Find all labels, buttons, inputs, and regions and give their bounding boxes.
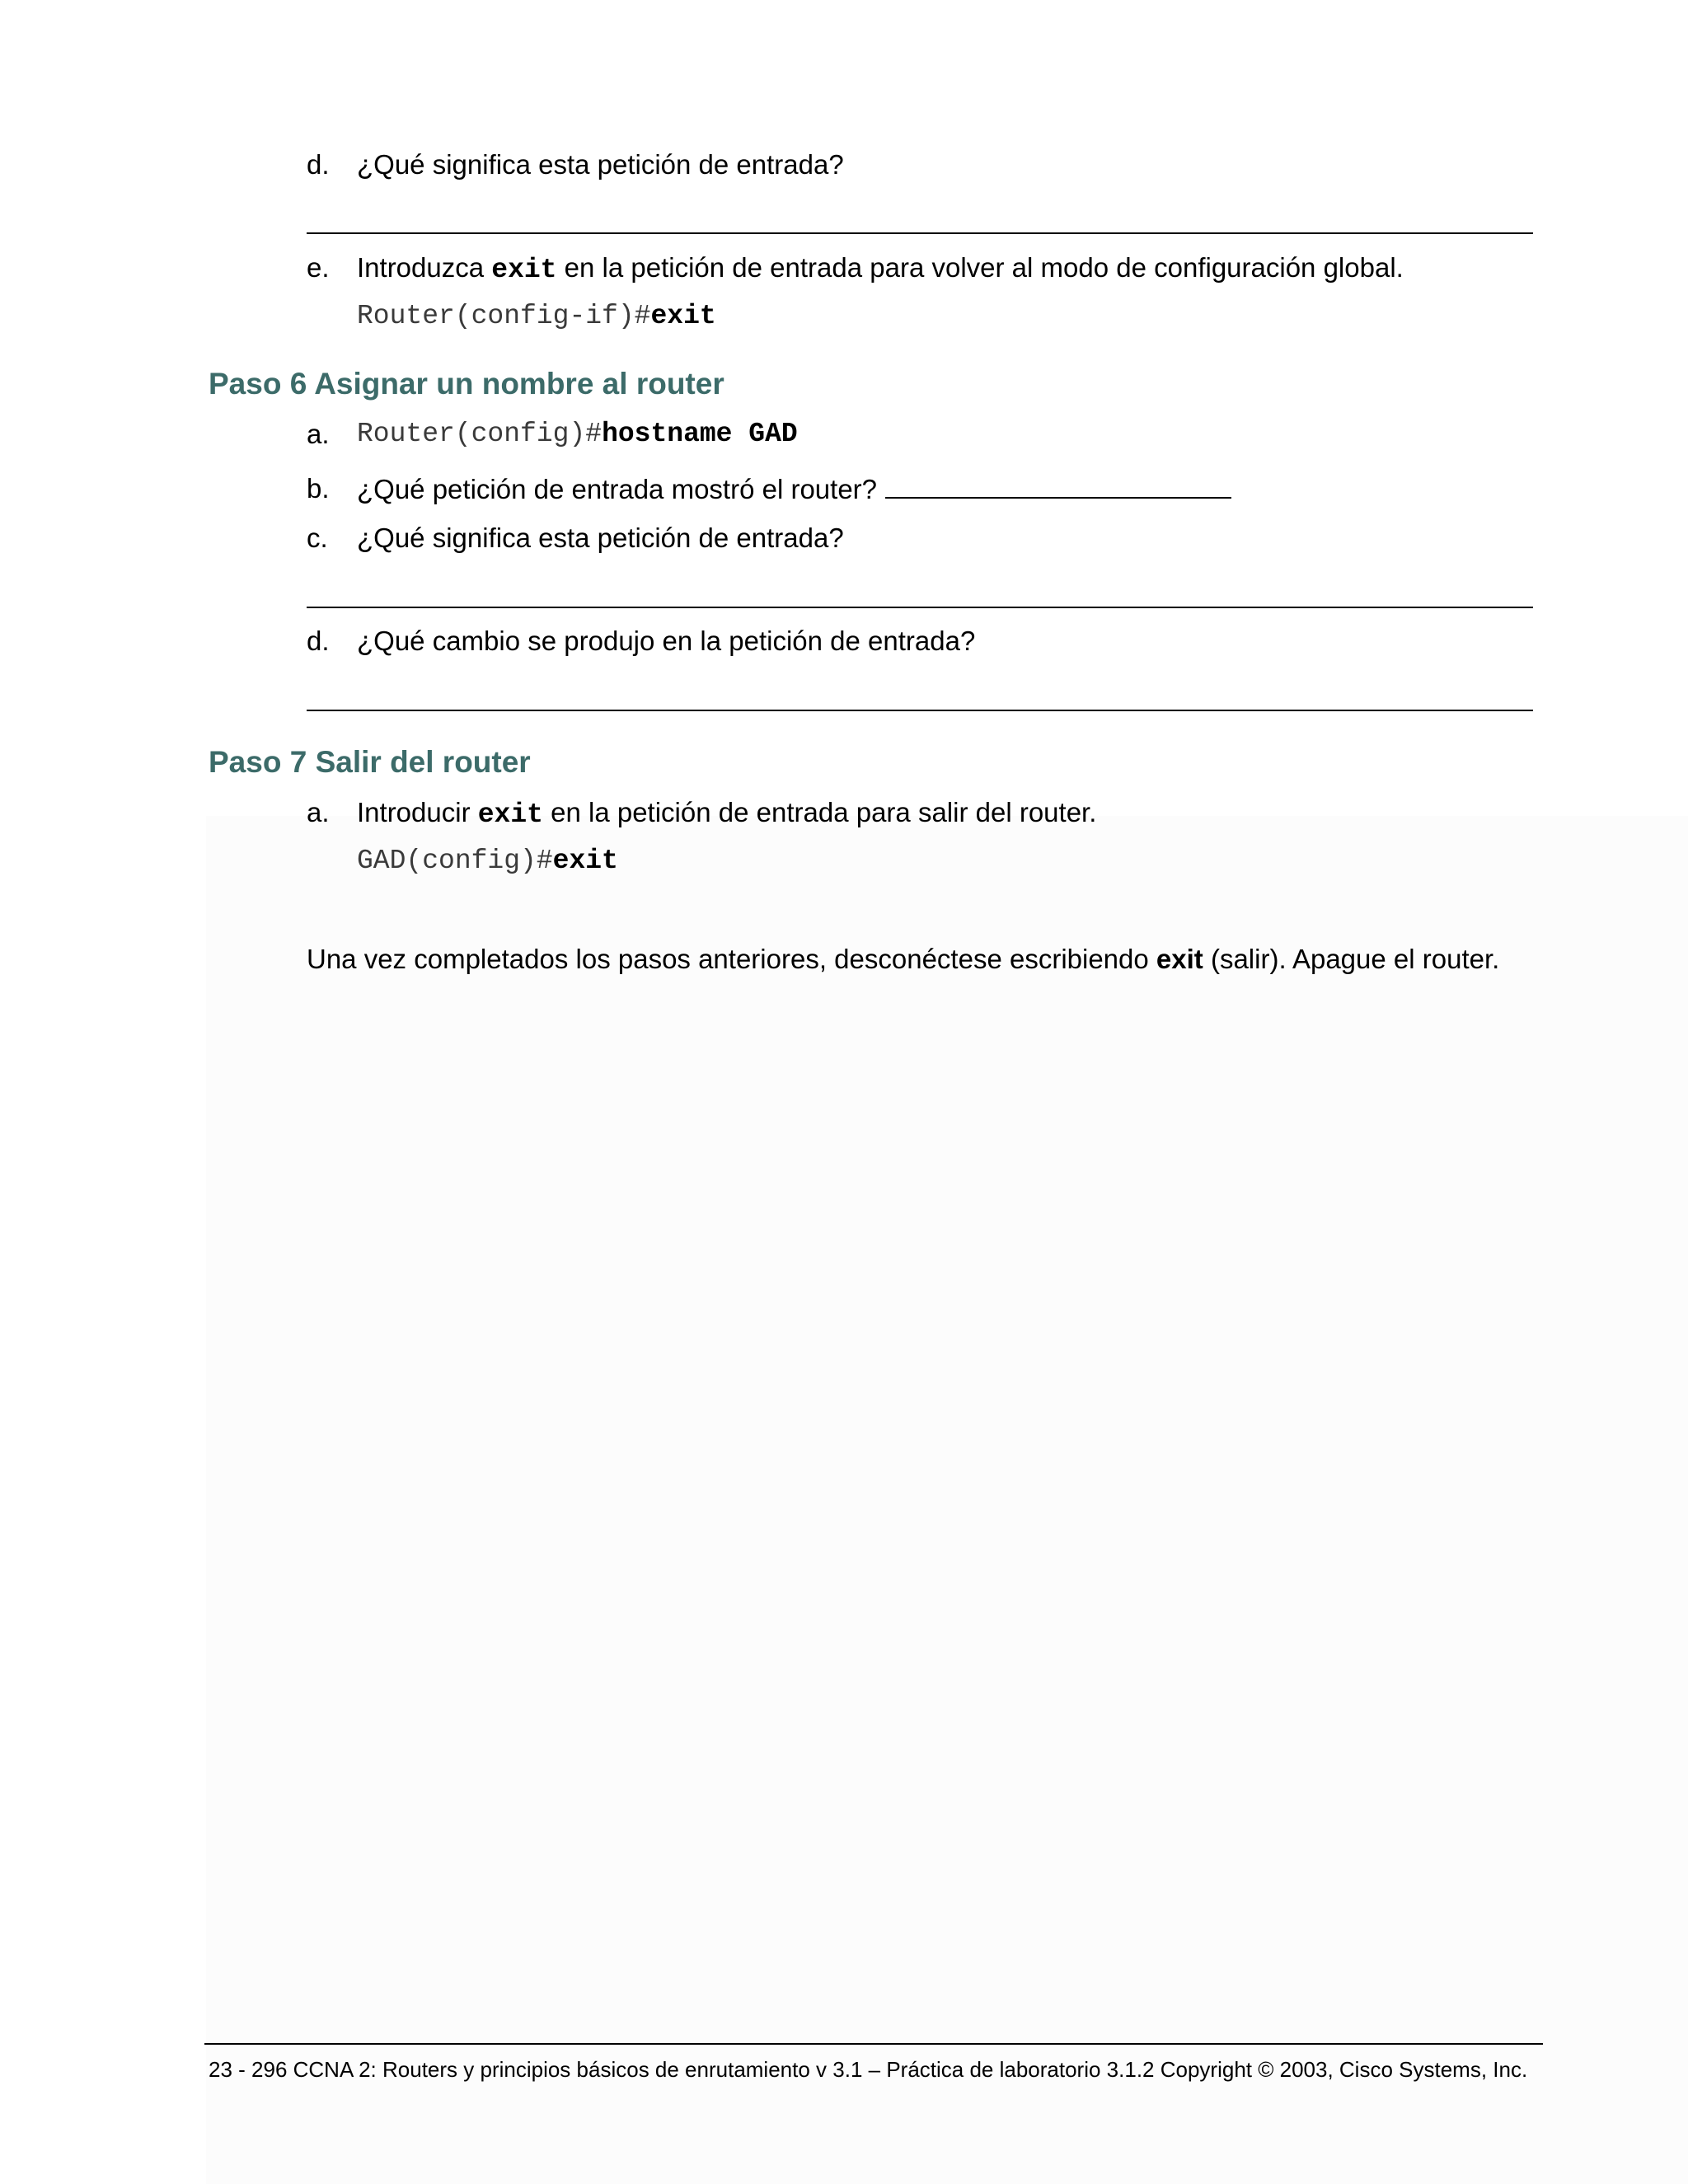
step-6-heading: Paso 6 Asignar un nombre al router <box>209 367 724 401</box>
footer-rule <box>204 2043 1543 2045</box>
item-letter-7a: a. <box>307 797 330 827</box>
inline-command: exit <box>491 255 557 285</box>
answer-line-6d <box>307 710 1533 711</box>
page-footer: 23 - 296 CCNA 2: Routers y principios básicos de enrutamiento v 3.1 – Práctica de laboratorio 3.1.2 Copyright © 2003, Cisco Systems, Inc. <box>209 2057 1528 2082</box>
item-letter-6c: c. <box>307 523 328 553</box>
item-letter-6a: a. <box>307 419 330 449</box>
item-letter-5e: e. <box>307 252 330 283</box>
code-command: exit <box>552 846 618 876</box>
step-7-heading: Paso 7 Salir del router <box>209 745 531 779</box>
inline-command: exit <box>477 799 543 830</box>
question-6d: ¿Qué cambio se produjo en la petición de entrada? <box>357 626 976 656</box>
code-prompt: Router(config)# <box>357 419 603 449</box>
closing-text: Una vez completados los pasos anteriores, desconéctese escribiendo <box>307 944 1149 974</box>
page-background-shade <box>206 816 1688 2184</box>
code-prompt: GAD(config)# <box>357 846 553 876</box>
answer-line-6c <box>307 607 1533 608</box>
code-command: exit <box>650 301 716 331</box>
item-letter-5d: d. <box>307 149 330 180</box>
instruction-text: en la petición de entrada para salir del router. <box>551 797 1097 827</box>
question-5d: ¿Qué significa esta petición de entrada? <box>357 149 844 180</box>
instruction-text: Introduzca <box>357 252 485 283</box>
code-command: hostname GAD <box>602 419 798 449</box>
item-letter-6b: b. <box>307 473 330 504</box>
instruction-5e <box>357 251 1404 287</box>
code-line-7a <box>357 845 618 878</box>
instruction-7a <box>357 796 1096 832</box>
answer-line-5d <box>307 232 1533 234</box>
answer-blank-6b <box>885 472 1231 499</box>
question-6b <box>357 472 1231 506</box>
question-text: ¿Qué petición de entrada mostró el router? <box>357 474 878 504</box>
instruction-text: Introducir <box>357 797 471 827</box>
code-line-6a <box>357 418 798 451</box>
code-prompt: Router(config-if)# <box>357 301 651 331</box>
closing-bold-command: exit <box>1156 944 1203 974</box>
instruction-text: en la petición de entrada para volver al modo de configuración global. <box>564 252 1404 283</box>
closing-text: (salir). Apague el router. <box>1210 944 1500 974</box>
item-letter-6d: d. <box>307 626 330 656</box>
code-line-5e <box>357 300 716 333</box>
closing-paragraph <box>307 943 1499 976</box>
question-6c: ¿Qué significa esta petición de entrada? <box>357 523 844 553</box>
